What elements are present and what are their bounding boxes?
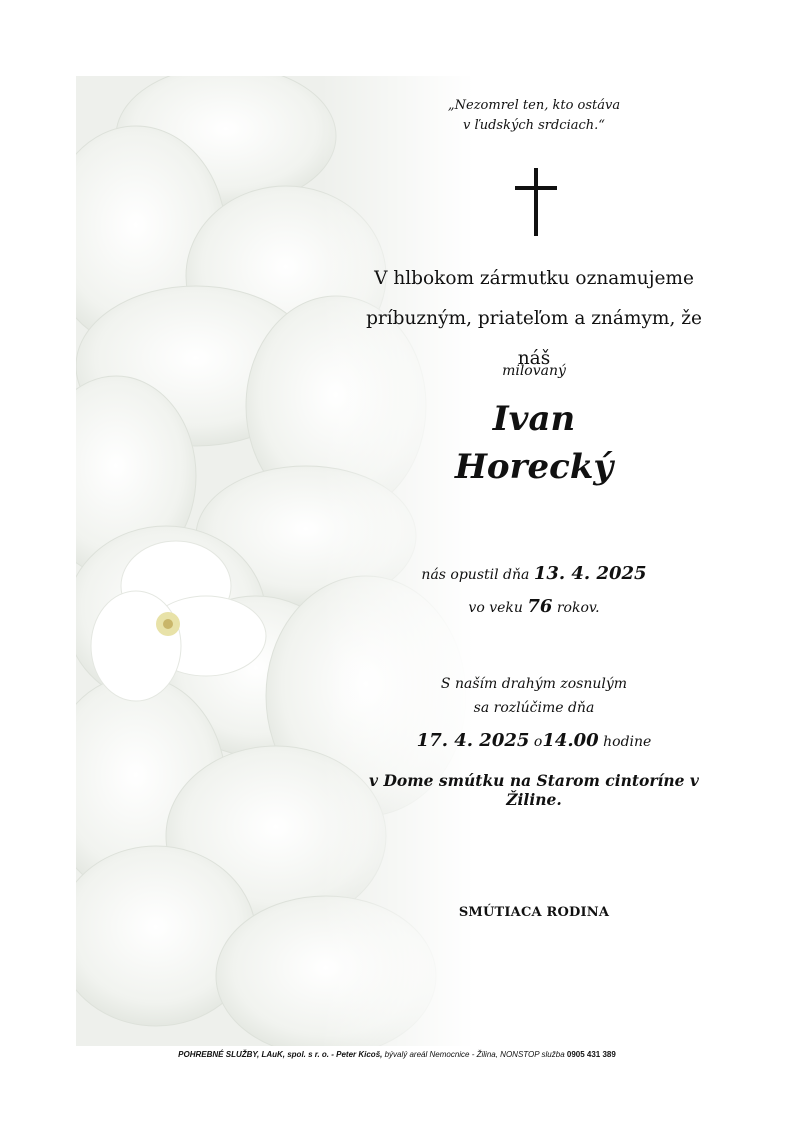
footer-text: bývalý areál Nemocnice - Žilina, NONSTOP služba xyxy=(382,1050,567,1059)
farewell-text xyxy=(349,672,718,720)
announcement-line: príbuzným, priateľom a známym, že náš xyxy=(366,308,702,369)
farewell-time: 14.00 xyxy=(542,730,599,751)
farewell-hour-word: hodine xyxy=(603,734,652,750)
death-date: 13. 4. 2025 xyxy=(533,563,647,584)
white-flowers-image xyxy=(76,76,718,1046)
obituary-card xyxy=(76,76,718,1046)
age-suffix: rokov. xyxy=(556,600,600,616)
announcement-line: V hlbokom zármutku oznamujeme xyxy=(374,268,694,289)
death-prefix: nás opustil dňa xyxy=(421,567,530,583)
farewell-place: v Dome smútku na Starom cintoríne v Žiline. xyxy=(369,771,699,809)
death-date-line xyxy=(349,563,718,584)
quote-line: „Nezomrel ten, kto ostáva xyxy=(447,98,621,113)
farewell-date-line xyxy=(349,730,718,751)
footer-company: POHREBNÉ SLUŽBY, LAuK, spol. s r. o. - Peter Kicoš, xyxy=(178,1050,383,1059)
farewell-at: o xyxy=(533,734,543,750)
age-prefix: vo veku xyxy=(468,600,523,616)
age-line xyxy=(349,596,718,617)
farewell-line: S naším drahým zosnulým xyxy=(440,676,628,692)
signature: SMÚTIACA RODINA xyxy=(458,905,610,920)
cross-icon xyxy=(513,166,559,238)
last-name: Horecký xyxy=(454,447,614,487)
announcement xyxy=(349,259,718,379)
footer xyxy=(0,1050,794,1059)
farewell-date: 17. 4. 2025 xyxy=(416,730,530,751)
quote-line: v ľudských srdciach.“ xyxy=(463,118,605,133)
first-name: Ivan xyxy=(492,399,576,439)
beloved-label: milovaný xyxy=(502,363,566,379)
footer-phone: 0905 431 389 xyxy=(566,1050,616,1059)
quote xyxy=(349,96,718,136)
farewell-line: sa rozlúčime dňa xyxy=(473,700,595,716)
age-value: 76 xyxy=(527,596,553,617)
